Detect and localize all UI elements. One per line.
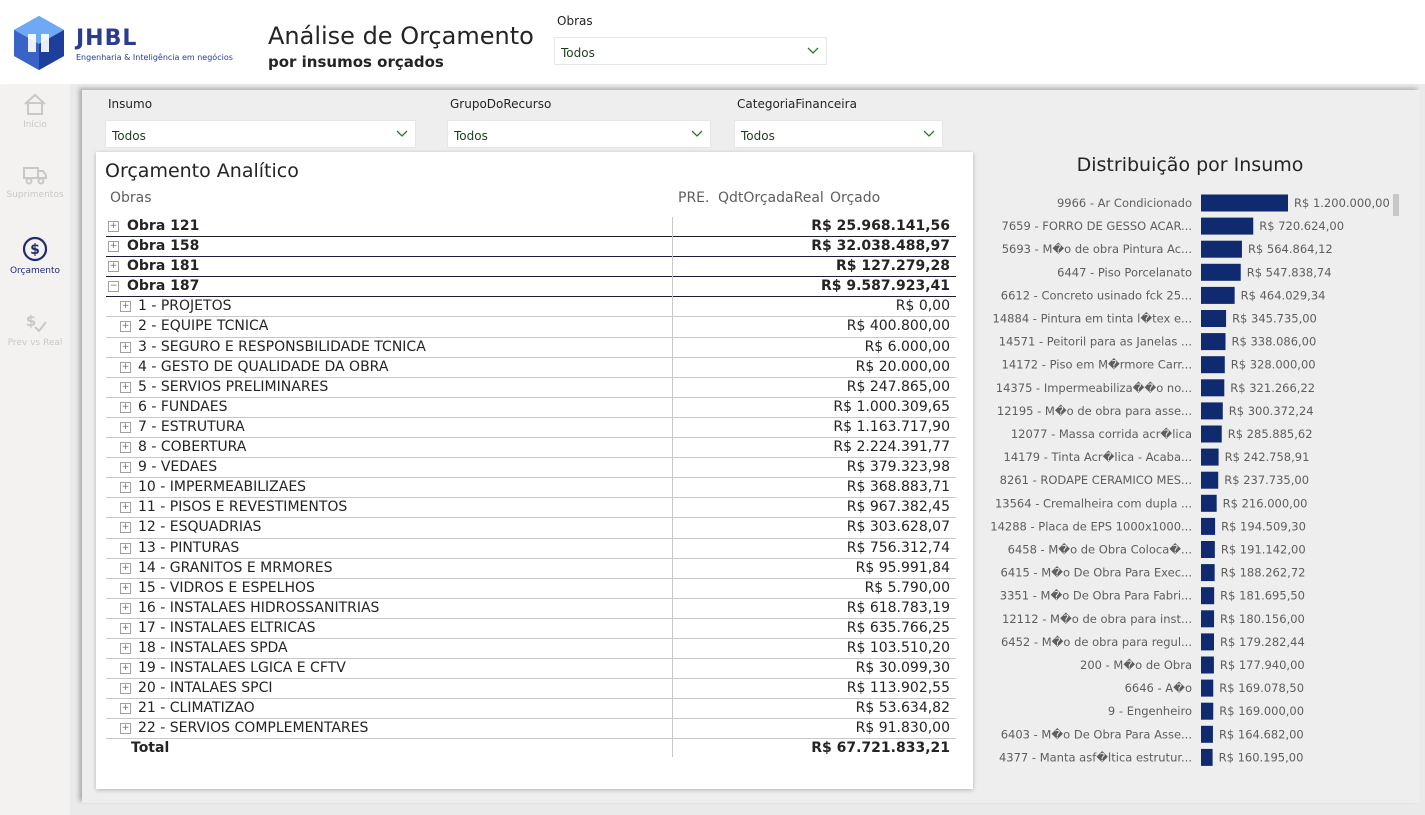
bar[interactable] bbox=[1201, 333, 1226, 350]
bar-category-label: 13564 - Cremalheira com dupla ... bbox=[994, 496, 1192, 511]
bar[interactable] bbox=[1201, 472, 1218, 489]
bar-category-label: 14179 - Tinta Acr�lica - Acaba... bbox=[1003, 450, 1192, 465]
expand-icon[interactable]: + bbox=[121, 421, 130, 432]
bar-data-label: R$ 180.156,00 bbox=[1220, 611, 1305, 626]
row-orcado-value: R$ 1.000.309,65 bbox=[833, 398, 950, 415]
bar-data-label: R$ 300.372,24 bbox=[1228, 403, 1314, 418]
bar-category-label: 6452 - M�o de obra para regul... bbox=[1000, 634, 1192, 649]
row-label: Obra 187 bbox=[127, 278, 200, 295]
row-label: 12 - ESQUADRIAS bbox=[138, 519, 262, 536]
dollar-check-icon bbox=[22, 310, 48, 334]
expand-icon[interactable]: + bbox=[121, 482, 130, 493]
bar-data-label: R$ 242.758,91 bbox=[1224, 450, 1310, 465]
matrix-row-group[interactable] bbox=[106, 358, 956, 378]
bar-category-label: 200 - M�o de Obra bbox=[1080, 658, 1192, 672]
row-orcado-value: R$ 30.099,30 bbox=[855, 660, 950, 677]
row-orcado-value: R$ 32.038.488,97 bbox=[811, 238, 950, 255]
row-label: 11 - PISOS E REVESTIMENTOS bbox=[138, 499, 348, 516]
matrix-title: Orçamento Analítico bbox=[105, 160, 299, 182]
total-label: Total bbox=[131, 740, 170, 756]
bar-category-label: 14172 - Piso em M�rmore Carr... bbox=[1001, 357, 1192, 372]
bar-data-label: R$ 1.200.000,00 bbox=[1294, 196, 1390, 210]
bar-category-label: 6458 - M�o de Obra Coloca�... bbox=[1007, 542, 1192, 557]
report-header bbox=[0, 0, 1425, 84]
page-title: Análise de Orçamento bbox=[268, 22, 534, 50]
bar[interactable] bbox=[1201, 218, 1253, 235]
bar-category-label: 14375 - Impermeabiliza��o no... bbox=[995, 380, 1192, 395]
grupo-slicer-value: Todos bbox=[454, 129, 488, 143]
matrix-row-group[interactable] bbox=[106, 639, 956, 659]
expand-icon[interactable]: + bbox=[121, 381, 130, 392]
expand-icon[interactable]: + bbox=[109, 241, 118, 252]
bar-data-label: R$ 181.695,50 bbox=[1220, 588, 1305, 603]
bar-data-label: R$ 191.142,00 bbox=[1220, 542, 1306, 557]
expand-icon[interactable]: + bbox=[121, 341, 130, 352]
row-label: 14 - GRANITOS E MRMORES bbox=[138, 559, 333, 576]
categoria-slicer-label: CategoriaFinanceira bbox=[737, 97, 857, 111]
row-label: Obra 121 bbox=[127, 218, 200, 234]
column-header-obras[interactable]: Obras bbox=[110, 190, 152, 206]
grupo-slicer-dropdown[interactable] bbox=[447, 120, 711, 148]
row-label: 1 - PROJETOS bbox=[138, 298, 232, 315]
chevron-down-icon bbox=[690, 127, 704, 141]
row-orcado-value: R$ 756.312,74 bbox=[846, 539, 950, 556]
expand-icon[interactable]: + bbox=[121, 602, 130, 613]
matrix-row-group[interactable] bbox=[106, 539, 956, 559]
bar-data-label: R$ 164.682,00 bbox=[1218, 727, 1304, 742]
bar-data-label: R$ 547.838,74 bbox=[1246, 265, 1332, 280]
bar[interactable] bbox=[1201, 541, 1215, 558]
chart-title: Distribuição por Insumo bbox=[1076, 154, 1304, 176]
bar-data-label: R$ 338.086,00 bbox=[1231, 334, 1317, 349]
expand-icon[interactable]: + bbox=[121, 502, 130, 513]
matrix-row-group[interactable] bbox=[106, 559, 956, 579]
expand-icon[interactable]: + bbox=[109, 221, 118, 231]
bar-data-label: R$ 160.195,00 bbox=[1218, 750, 1304, 765]
expand-icon[interactable]: + bbox=[109, 261, 118, 272]
matrix-row-group[interactable] bbox=[106, 679, 956, 699]
row-label: Obra 181 bbox=[127, 258, 200, 275]
matrix-row-group[interactable] bbox=[106, 719, 956, 739]
matrix-row-group[interactable] bbox=[106, 599, 956, 619]
bar[interactable] bbox=[1201, 518, 1215, 535]
expand-icon[interactable]: + bbox=[121, 642, 130, 653]
matrix-row-obra[interactable] bbox=[106, 257, 956, 277]
nav-suprimentos[interactable] bbox=[0, 162, 70, 200]
row-label: 7 - ESTRUTURA bbox=[138, 418, 245, 435]
logo-subtitle: Engenharia & Inteligência em negócios bbox=[76, 53, 233, 62]
grupo-slicer-label: GrupoDoRecurso bbox=[450, 97, 552, 111]
matrix-row-group[interactable] bbox=[106, 659, 956, 679]
page-subtitle: por insumos orçados bbox=[268, 53, 444, 71]
expand-icon[interactable]: + bbox=[121, 622, 130, 633]
logo-title: JHBL bbox=[76, 26, 138, 51]
row-label: Obra 158 bbox=[127, 238, 200, 255]
matrix-row-group[interactable] bbox=[106, 378, 956, 398]
row-label: 22 - SERVIOS COMPLEMENTARES bbox=[138, 720, 369, 737]
chart-scrollbar[interactable] bbox=[1393, 194, 1399, 216]
expand-icon[interactable]: + bbox=[121, 442, 130, 453]
row-orcado-value: R$ 91.830,00 bbox=[855, 720, 950, 737]
insumo-slicer-dropdown[interactable] bbox=[105, 120, 416, 148]
nav-prev-vs-real[interactable] bbox=[0, 310, 70, 348]
bar[interactable] bbox=[1201, 310, 1226, 327]
bar-data-label: R$ 216.000,00 bbox=[1222, 496, 1308, 511]
row-label: 6 - FUNDAES bbox=[138, 398, 228, 415]
row-orcado-value: R$ 1.163.717,90 bbox=[833, 418, 950, 435]
matrix-row-obra[interactable] bbox=[106, 217, 956, 237]
expand-icon[interactable]: + bbox=[121, 683, 130, 694]
row-label: 15 - VIDROS E ESPELHOS bbox=[138, 579, 315, 596]
row-label: 21 - CLIMATIZAO bbox=[138, 700, 255, 717]
expand-icon[interactable]: + bbox=[121, 522, 130, 533]
row-orcado-value: R$ 103.510,20 bbox=[846, 639, 950, 656]
dollar-circle-icon bbox=[22, 236, 48, 262]
matrix-row-group[interactable] bbox=[106, 579, 956, 599]
bar[interactable] bbox=[1201, 241, 1242, 258]
matrix-total-row bbox=[106, 739, 956, 759]
svg-text:$: $ bbox=[30, 242, 40, 258]
row-label: 16 - INSTALAES HIDROSSANITRIAS bbox=[138, 599, 380, 616]
expand-icon[interactable]: + bbox=[121, 703, 130, 714]
bar-category-label: 14288 - Placa de EPS 1000x1000... bbox=[990, 519, 1192, 534]
home-icon bbox=[22, 92, 48, 116]
row-orcado-value: R$ 6.000,00 bbox=[864, 338, 950, 355]
bar-category-label: 14884 - Pintura em tinta l�tex e... bbox=[992, 311, 1192, 326]
obras-slicer-label: Obras bbox=[557, 14, 593, 28]
bar-category-label: 5693 - M�o de obra Pintura Ac... bbox=[1001, 242, 1192, 257]
bar-data-label: R$ 328.000,00 bbox=[1230, 357, 1316, 372]
row-orcado-value: R$ 368.883,71 bbox=[846, 479, 950, 496]
bar[interactable] bbox=[1201, 287, 1235, 304]
nav-orcamento-label: Orçamento bbox=[9, 266, 61, 276]
row-label: 8 - COBERTURA bbox=[138, 439, 247, 456]
expand-icon[interactable]: + bbox=[121, 562, 130, 573]
matrix-row-group[interactable] bbox=[106, 297, 956, 317]
matrix-body bbox=[106, 217, 956, 739]
bar[interactable] bbox=[1201, 703, 1213, 720]
matrix-row-group[interactable] bbox=[106, 438, 956, 458]
categoria-slicer-value: Todos bbox=[741, 129, 775, 143]
column-header-qtd[interactable]: QdtOrçadaReal bbox=[718, 190, 824, 206]
row-orcado-value: R$ 9.587.923,41 bbox=[820, 278, 950, 295]
row-orcado-value: R$ 618.783,19 bbox=[846, 599, 950, 616]
bar[interactable] bbox=[1201, 426, 1222, 443]
matrix-row-group[interactable] bbox=[106, 398, 956, 418]
matrix-row-obra[interactable] bbox=[106, 277, 956, 297]
bar-category-label: 14571 - Peitoril para as Janelas ... bbox=[998, 334, 1192, 349]
bar-data-label: R$ 177.940,00 bbox=[1219, 658, 1305, 672]
expand-icon[interactable]: + bbox=[121, 663, 130, 674]
bar-data-label: R$ 169.078,50 bbox=[1219, 681, 1305, 696]
column-header-orcado[interactable]: Orçado bbox=[830, 190, 881, 206]
row-orcado-value: R$ 95.991,84 bbox=[855, 559, 950, 576]
row-orcado-value: R$ 400.800,00 bbox=[846, 318, 950, 335]
expand-icon[interactable]: + bbox=[121, 401, 130, 412]
row-orcado-value: R$ 635.766,25 bbox=[846, 619, 950, 636]
expand-icon[interactable]: + bbox=[121, 462, 130, 473]
nav-orcamento[interactable] bbox=[0, 236, 70, 276]
row-orcado-value: R$ 113.902,55 bbox=[846, 680, 950, 697]
nav-inicio-label: Início bbox=[23, 120, 47, 130]
bar-data-label: R$ 188.262,72 bbox=[1220, 565, 1306, 580]
obras-slicer-dropdown[interactable] bbox=[554, 37, 827, 65]
expand-icon[interactable]: + bbox=[121, 542, 130, 553]
bar-data-label: R$ 194.509,30 bbox=[1221, 519, 1306, 534]
bar-category-label: 8261 - RODAPE CERAMICO MES... bbox=[999, 473, 1192, 488]
bar-data-label: R$ 321.266,22 bbox=[1230, 380, 1316, 395]
bar-category-label: 7659 - FORRO DE GESSO ACAR... bbox=[1001, 219, 1192, 234]
nav-suprimentos-label: Suprimentos bbox=[6, 190, 64, 200]
bar-category-label: 12195 - M�o de obra para asse... bbox=[996, 403, 1192, 418]
bar-data-label: R$ 720.624,00 bbox=[1259, 219, 1345, 234]
budget-matrix bbox=[96, 152, 973, 789]
bar[interactable] bbox=[1201, 195, 1288, 212]
row-label: 9 - VEDAES bbox=[138, 459, 218, 476]
navigation-sidebar bbox=[0, 84, 70, 815]
row-orcado-value: R$ 5.790,00 bbox=[864, 579, 950, 596]
row-label: 13 - PINTURAS bbox=[138, 539, 240, 556]
row-orcado-value: R$ 247.865,00 bbox=[846, 378, 950, 395]
row-orcado-value: R$ 379.323,98 bbox=[846, 459, 950, 476]
bar[interactable] bbox=[1201, 495, 1217, 512]
row-orcado-value: R$ 53.634,82 bbox=[855, 700, 950, 717]
expand-icon[interactable]: + bbox=[121, 582, 130, 593]
bar[interactable] bbox=[1201, 379, 1224, 396]
matrix-row-group[interactable] bbox=[106, 478, 956, 498]
bar[interactable] bbox=[1201, 680, 1213, 697]
bar-category-label: 6646 - A�o bbox=[1124, 681, 1192, 696]
svg-text:$: $ bbox=[25, 312, 37, 330]
row-orcado-value: R$ 303.628,07 bbox=[846, 519, 950, 536]
expand-icon[interactable]: + bbox=[121, 723, 130, 734]
matrix-row-group[interactable] bbox=[106, 619, 956, 639]
bar-data-label: R$ 179.282,44 bbox=[1219, 634, 1305, 649]
bar-category-label: 6415 - M�o De Obra Para Exec... bbox=[1000, 565, 1192, 580]
expand-icon[interactable]: + bbox=[121, 321, 130, 332]
row-label: 20 - INTALAES SPCI bbox=[138, 680, 273, 697]
obras-slicer-value: Todos bbox=[561, 46, 595, 60]
row-orcado-value: R$ 967.382,45 bbox=[846, 499, 950, 516]
bar-data-label: R$ 285.885,62 bbox=[1227, 427, 1313, 441]
expand-icon[interactable]: + bbox=[121, 361, 130, 372]
bar[interactable] bbox=[1201, 657, 1214, 674]
insumo-bar-chart bbox=[990, 152, 1410, 792]
row-orcado-value: R$ 25.968.141,56 bbox=[811, 218, 950, 234]
matrix-row-obra[interactable] bbox=[106, 237, 956, 257]
bar[interactable] bbox=[1201, 587, 1214, 604]
bar[interactable] bbox=[1201, 610, 1214, 627]
bar-category-label: 6447 - Piso Porcelanato bbox=[1057, 265, 1192, 280]
chevron-down-icon bbox=[922, 127, 936, 141]
bar-chart-plot bbox=[990, 192, 1390, 787]
expand-icon[interactable]: + bbox=[121, 301, 130, 312]
bar-data-label: R$ 237.735,00 bbox=[1224, 473, 1310, 488]
bar[interactable] bbox=[1201, 264, 1241, 281]
row-label: 3 - SEGURO E RESPONSBILIDADE TCNICA bbox=[138, 338, 426, 355]
bar-category-label: 9966 - Ar Condicionado bbox=[1056, 196, 1192, 210]
row-label: 17 - INSTALAES ELTRICAS bbox=[138, 619, 316, 636]
matrix-row-group[interactable] bbox=[106, 518, 956, 538]
matrix-row-group[interactable] bbox=[106, 317, 956, 337]
row-orcado-value: R$ 2.224.391,77 bbox=[833, 439, 950, 456]
row-label: 19 - INSTALAES LGICA E CFTV bbox=[138, 660, 346, 677]
row-label: 4 - GESTO DE QUALIDADE DA OBRA bbox=[138, 358, 389, 375]
row-label: 2 - EQUIPE TCNICA bbox=[138, 318, 269, 335]
bar-data-label: R$ 345.735,00 bbox=[1232, 311, 1317, 326]
bar-category-label: 4377 - Manta asf�ltica estrutur... bbox=[998, 750, 1192, 765]
column-divider bbox=[672, 217, 673, 757]
row-label: 18 - INSTALAES SPDA bbox=[138, 639, 288, 656]
matrix-row-group[interactable] bbox=[106, 699, 956, 719]
bar-category-label: 9 - Engenheiro bbox=[1107, 704, 1192, 719]
bar[interactable] bbox=[1201, 633, 1214, 650]
bar-data-label: R$ 464.029,34 bbox=[1240, 288, 1326, 303]
row-label: 5 - SERVIOS PRELIMINARES bbox=[138, 378, 329, 395]
company-logo-icon bbox=[10, 14, 68, 72]
nav-inicio[interactable] bbox=[0, 92, 70, 130]
matrix-row-group[interactable] bbox=[106, 498, 956, 518]
row-orcado-value: R$ 127.279,28 bbox=[836, 258, 950, 275]
bar-category-label: 12112 - M�o de obra para inst... bbox=[1002, 611, 1192, 626]
bar[interactable] bbox=[1201, 402, 1223, 419]
chevron-down-icon bbox=[395, 127, 409, 141]
matrix-row-group[interactable] bbox=[106, 458, 956, 478]
matrix-row-group[interactable] bbox=[106, 418, 956, 438]
chevron-down-icon bbox=[806, 44, 820, 58]
bar-data-label: R$ 564.864,12 bbox=[1247, 242, 1333, 257]
bar[interactable] bbox=[1201, 564, 1215, 581]
matrix-row-group[interactable] bbox=[106, 338, 956, 358]
bar-data-label: R$ 169.000,00 bbox=[1219, 704, 1305, 719]
bar-category-label: 6403 - M�o De Obra Para Asse... bbox=[1000, 727, 1192, 742]
row-orcado-value: R$ 20.000,00 bbox=[855, 358, 950, 375]
total-value: R$ 67.721.833,21 bbox=[811, 740, 950, 756]
matrix-header bbox=[106, 190, 956, 210]
row-orcado-value: R$ 0,00 bbox=[895, 298, 950, 315]
row-label: 10 - IMPERMEABILIZAES bbox=[138, 479, 307, 496]
column-header-pre[interactable]: PRE. bbox=[678, 190, 710, 206]
bar[interactable] bbox=[1201, 449, 1219, 466]
collapse-icon[interactable]: − bbox=[109, 281, 118, 292]
categoria-slicer-dropdown[interactable] bbox=[734, 120, 943, 148]
insumo-slicer-value: Todos bbox=[112, 129, 146, 143]
bar-category-label: 6612 - Concreto usinado fck 25... bbox=[1000, 288, 1192, 303]
bar[interactable] bbox=[1201, 726, 1213, 743]
nav-prev-vs-real-label: Prev vs Real bbox=[7, 338, 63, 348]
bar-category-label: 12077 - Massa corrida acr�lica bbox=[1010, 427, 1192, 441]
truck-icon bbox=[22, 162, 48, 186]
insumo-slicer-label: Insumo bbox=[108, 97, 153, 111]
bar[interactable] bbox=[1201, 356, 1225, 373]
bar[interactable] bbox=[1201, 749, 1213, 766]
bar-category-label: 3351 - M�o De Obra Para Fabri... bbox=[999, 588, 1192, 603]
